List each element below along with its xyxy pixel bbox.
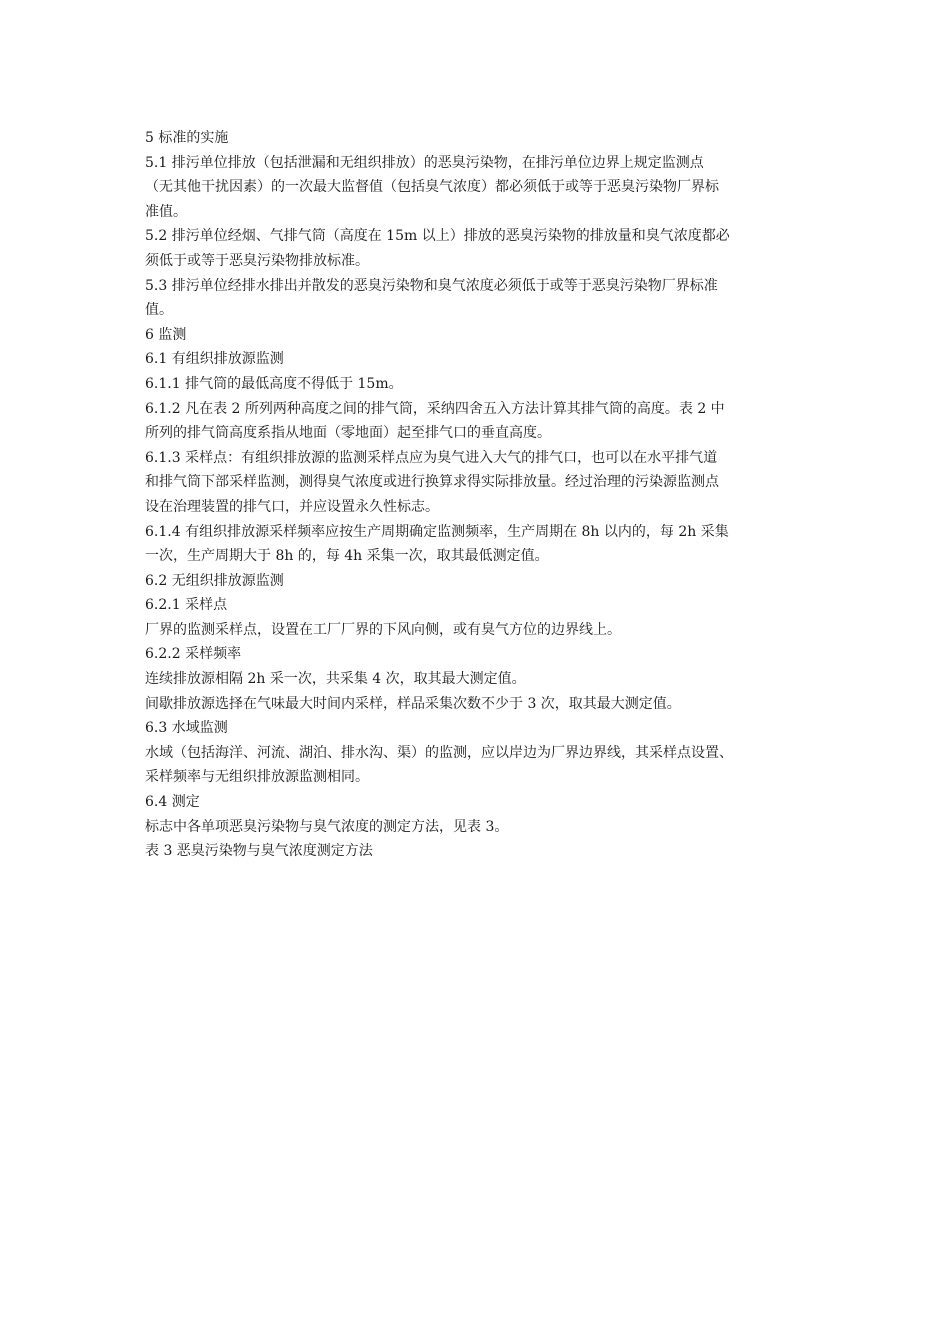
paragraph-5-1-line-2: （无其他干扰因素）的一次最大监督值（包括臭气浓度）都必须低于或等于恶臭污染物厂界标 — [145, 179, 719, 196]
section-heading-6: 6 监测 — [145, 326, 187, 343]
paragraph-5-2-line-2: 须低于或等于恶臭污染物排放标准。 — [145, 252, 369, 269]
paragraph-6-2-2-line-2: 间歇排放源选择在气味最大时间内采样，样品采集次数不少于 3 次，取其最大测定值。 — [145, 695, 681, 712]
table-caption-3: 表 3 恶臭污染物与臭气浓度测定方法 — [145, 843, 373, 860]
subsection-heading-6-2-1: 6.2.1 采样点 — [145, 597, 228, 614]
paragraph-6-1-4-line-2: 一次，生产周期大于 8h 的，每 4h 采集一次，取其最低测定值。 — [145, 548, 549, 565]
paragraph-6-1-1: 6.1.1 排气筒的最低高度不得低于 15m。 — [145, 375, 403, 392]
section-heading-5: 5 标准的实施 — [145, 130, 229, 146]
subsection-heading-6-3: 6.3 水域监测 — [145, 720, 228, 737]
paragraph-6-1-2-line-1: 6.1.2 凡在表 2 所列两种高度之间的排气筒，采纳四舍五入方法计算其排气筒的高度。表 2 中 — [145, 400, 725, 417]
document-body — [145, 126, 845, 864]
paragraph-6-1-2-line-2: 所列的排气筒高度系指从地面（零地面）起至排气口的垂直高度。 — [145, 425, 551, 442]
subsection-heading-6-2-2: 6.2.2 采样频率 — [145, 646, 242, 663]
paragraph-5-3-line-2: 值。 — [145, 302, 173, 319]
subsection-heading-6-2: 6.2 无组织排放源监测 — [145, 572, 284, 589]
subsection-heading-6-1: 6.1 有组织排放源监测 — [145, 351, 284, 368]
paragraph-5-1-line-3: 准值。 — [145, 203, 187, 220]
paragraph-6-2-1: 厂界的监测采样点，设置在工厂厂界的下风向侧，或有臭气方位的边界线上。 — [145, 621, 621, 638]
paragraph-6-1-4-line-1: 6.1.4 有组织排放源采样频率应按生产周期确定监测频率，生产周期在 8h 以内的，每 2h 采集 — [145, 523, 729, 540]
paragraph-6-3-line-1: 水域（包括海洋、河流、湖泊、排水沟、渠）的监测，应以岸边为厂界边界线，其采样点设置、 — [145, 744, 733, 761]
paragraph-6-3-line-2: 采样频率与无组织排放源监测相同。 — [145, 769, 369, 786]
paragraph-6-4: 标志中各单项恶臭污染物与臭气浓度的测定方法，见表 3。 — [145, 818, 509, 835]
paragraph-6-2-2-line-1: 连续排放源相隔 2h 采一次，共采集 4 次，取其最大测定值。 — [145, 671, 526, 688]
paragraph-5-3-line-1: 5.3 排污单位经排水排出并散发的恶臭污染物和臭气浓度必须低于或等于恶臭污染物厂界标准 — [145, 277, 718, 294]
subsection-heading-6-4: 6.4 测定 — [145, 794, 200, 811]
paragraph-6-1-3-line-2: 和排气筒下部采样监测，测得臭气浓度或进行换算求得实际排放量。经过治理的污染源监测点 — [145, 474, 719, 491]
paragraph-6-1-3-line-3: 设在治理装置的排气口，并应设置永久性标志。 — [145, 498, 439, 515]
paragraph-6-1-3-line-1: 6.1.3 采样点：有组织排放源的监测采样点应为臭气进入大气的排气口，也可以在水平排气道 — [145, 449, 718, 466]
paragraph-5-1-line-1: 5.1 排污单位排放（包括泄漏和无组织排放）的恶臭污染物，在排污单位边界上规定监测点 — [145, 154, 704, 171]
paragraph-5-2-line-1: 5.2 排污单位经烟、气排气筒（高度在 15m 以上）排放的恶臭污染物的排放量和臭气浓度都必 — [145, 228, 730, 245]
